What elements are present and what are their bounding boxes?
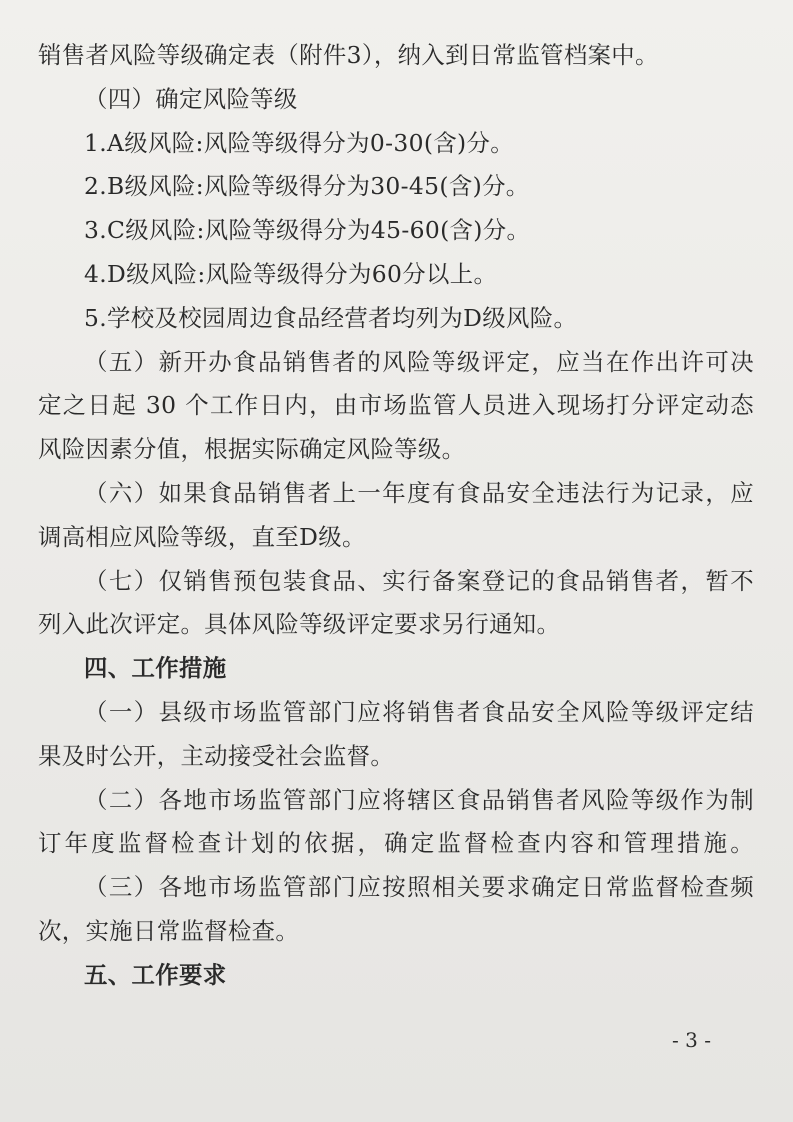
text-line: 销售者风险等级确定表（附件3），纳入到日常监管档案中。 [38,41,659,69]
text-line: （五）新开办食品销售者的风险等级评定，应当在作出许可决 [84,347,754,376]
list-item: 5.学校及校园周边食品经营者均列为D级风险。 [84,303,578,332]
list-item: 2.B级风险:风险等级得分为30-45(含)分。 [84,172,530,201]
list-item: 3.C级风险:风险等级得分为45-60(含)分。 [84,216,531,245]
list-item: 4.D级风险:风险等级得分为60分以上。 [84,259,498,288]
text-line: 调高相应风险等级，直至D级。 [38,522,366,551]
text-line: 订年度监督检查计划的依据，确定监督检查内容和管理措施。 [38,829,754,858]
text-line: （六）如果食品销售者上一年度有食品安全违法行为记录，应 [84,478,754,507]
text-line: 定之日起 30 个工作日内，由市场监管人员进入现场打分评定动态 [38,391,754,420]
text-line: 次，实施日常监督检查。 [38,916,300,945]
section-heading: 五、工作要求 [84,960,227,989]
page-number: - 3 - [672,1028,711,1052]
text-line: 果及时公开，主动接受社会监督。 [38,741,395,770]
text-line: （七）仅销售预包装食品、实行备案登记的食品销售者，暂不 [84,566,754,595]
section-subheading: （四）确定风险等级 [84,84,298,113]
section-heading: 四、工作措施 [84,654,227,683]
text-line: （二）各地市场监管部门应将辖区食品销售者风险等级作为制 [84,785,754,814]
list-item: 1.A级风险:风险等级得分为0-30(含)分。 [84,128,515,157]
text-line: （三）各地市场监管部门应按照相关要求确定日常监督检查频 [84,873,754,902]
text-line: 列入此次评定。具体风险等级评定要求另行通知。 [38,610,561,639]
document-body [38,34,754,998]
text-line: （一）县级市场监管部门应将销售者食品安全风险等级评定结 [84,697,754,726]
text-line: 风险因素分值，根据实际确定风险等级。 [38,435,466,464]
